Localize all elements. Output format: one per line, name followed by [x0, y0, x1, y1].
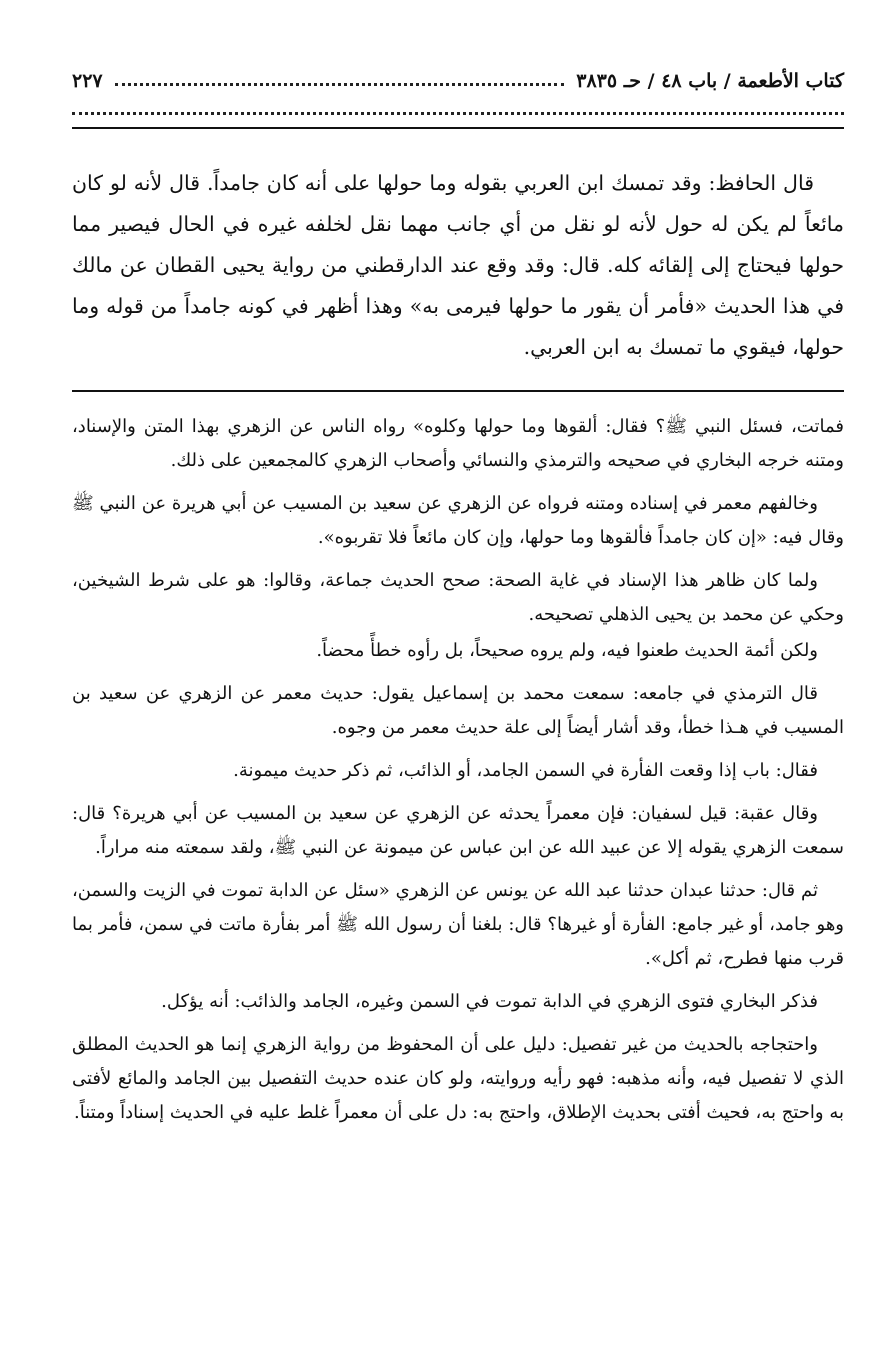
footnote-paragraph: واحتجاجه بالحديث من غير تفصيل: دليل على أن المحفوظ من رواية الزهري إنما هو الحديث المطلق الذي لا تفصيل فيه، وأنه مذهبه: فهو رأيه وروايته، ولو كان عنده حديث التفصيل بين الجامد والمائع لأفتى به واحتج به، فحيث أفتى بحديث الإطلاق، واحتج به: دل على أن معمراً غلط عليه في الحديث إسناداً ومتناً. [72, 1034, 844, 1123]
footnote-paragraph: فماتت، فسئل النبي ﷺ؟ فقال: ألقوها وما حولها وكلوه» رواه الناس عن الزهري بهذا المتن والإسناد، ومتنه خرجه البخاري في صحيحه والترمذي والنسائي وأصحاب الزهري كالمجمعين على ذلك. [72, 416, 844, 471]
header-leader-dots [115, 82, 565, 86]
footnote-separator [72, 390, 844, 392]
header-dotted-line [72, 108, 844, 115]
header-rule [72, 127, 844, 129]
footnotes [72, 410, 844, 1130]
footnote-paragraph: ثم قال: حدثنا عبدان حدثنا عبد الله عن يونس عن الزهري «سئل عن الدابة تموت في الزيت والسمن، وهو جامد، أو غير جامع: الفأرة أو غيرها؟ قال: بلغنا أن رسول الله ﷺ أمر بفأرة ماتت في سمن، فأمر بما قرب منها فطرح، ثم أكل». [72, 880, 844, 969]
footnote-paragraph: قال الترمذي في جامعه: سمعت محمد بن إسماعيل يقول: حديث معمر عن الزهري عن سعيد بن المسيب في هـذا خطأ، وقد أشار أيضاً إلى علة حديث معمر من وجوه. [72, 683, 844, 738]
running-title: كتاب الأطعمة / باب ٤٨ / حـ ٣٨٣٥ [576, 70, 844, 92]
footnote-paragraph: ولكن أئمة الحديث طعنوا فيه، ولم يروه صحيحاً، بل رأوه خطأً محضاً. [316, 640, 818, 661]
page-number: ٢٢٧ [72, 70, 103, 92]
footnote-paragraph: ولما كان ظاهر هذا الإسناد في غاية الصحة: صحح الحديث جماعة، وقالوا: هو على شرط الشيخين، وحكي عن محمد بن يحيى الذهلي تصحيحه. [72, 570, 844, 625]
running-header [72, 58, 844, 92]
footnote-paragraph: فقال: باب إذا وقعت الفأرة في السمن الجامد، أو الذائب، ثم ذكر حديث ميمونة. [233, 760, 818, 781]
main-text: قال الحافظ: وقد تمسك ابن العربي بقوله وما حولها على أنه كان جامداً. قال لأنه لو كان مائعاً لم يكن له حول لأنه لو نقل من أي جانب مهما نقل لخلفه غيره في الحال فيصير مما حولها فيحتاج إلى إلقائه كله. قال: وقد وقع عند الدارقطني من رواية يحيى القطان عن مالك في هذا الحديث «فأمر أن يقور ما حولها فيرمى به» وهذا أظهر في كونه جامداً من قوله وما حولها، فيقوي ما تمسك به ابن العربي. [72, 171, 844, 359]
footnote-paragraph: وخالفهم معمر في إسناده ومتنه فرواه عن الزهري عن سعيد بن المسيب عن أبي هريرة عن النبي ﷺ وقال فيه: «إن كان جامداً فألقوها وما حولها، وإن كان مائعاً فلا تقربوه». [72, 493, 844, 548]
footnote-paragraph: وقال عقبة: قيل لسفيان: فإن معمراً يحدثه عن الزهري عن سعيد بن المسيب عن أبي هريرة؟ قال: سمعت الزهري يقوله إلا عن عبيد الله عن ابن عباس عن ميمونة عن النبي ﷺ، ولقد سمعته منه مراراً. [72, 803, 844, 858]
footnote-paragraph: فذكر البخاري فتوى الزهري في الدابة تموت في السمن وغيره، الجامد والذائب: أنه يؤكل. [161, 991, 818, 1012]
